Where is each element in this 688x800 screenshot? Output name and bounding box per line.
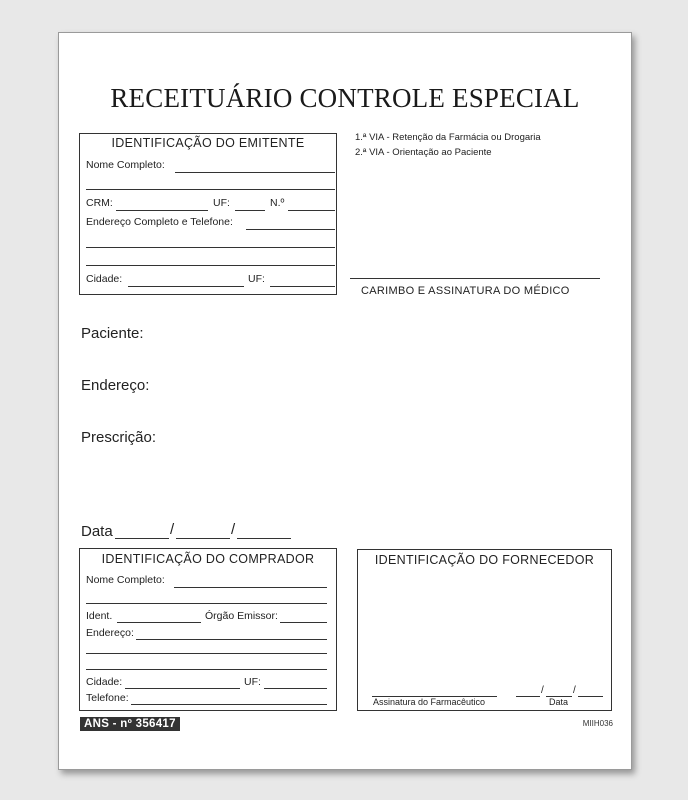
fornecedor-box [357, 549, 612, 711]
comprador-endereco-label: Endereço: [86, 627, 134, 639]
emitente-uf-line[interactable] [235, 210, 265, 211]
comprador-telefone-line[interactable] [131, 704, 327, 705]
form-code: MIIH036 [582, 719, 613, 728]
emitente-box [79, 133, 337, 295]
data-month-line[interactable] [176, 538, 230, 539]
form-title: RECEITUÁRIO CONTROLE ESPECIAL [110, 83, 580, 113]
comprador-orgao-label: Órgão Emissor: [205, 610, 278, 622]
data-separator-2: / [231, 521, 236, 538]
fornecedor-assinatura-label: Assinatura do Farmacêutico [373, 697, 486, 707]
data-year-line[interactable] [237, 538, 291, 539]
data-label: Data [81, 523, 113, 540]
prescription-form [58, 32, 632, 770]
comprador-nome-line-2[interactable] [86, 603, 327, 604]
emitente-nome-line-2[interactable] [86, 189, 335, 190]
comprador-nome-label: Nome Completo: [86, 574, 165, 586]
comprador-endereco-line-3[interactable] [86, 669, 327, 670]
emitente-nome-label: Nome Completo: [86, 159, 165, 171]
ans-badge: ANS - nº 356417 [80, 717, 180, 731]
comprador-box [79, 548, 337, 711]
comprador-endereco-line-2[interactable] [86, 653, 327, 654]
paciente-label: Paciente: [81, 325, 144, 342]
carimbo-signature-line[interactable] [350, 278, 600, 279]
emitente-cidade-label: Cidade: [86, 273, 123, 285]
comprador-uf-label: UF: [244, 676, 261, 688]
emitente-endereco-line-3[interactable] [86, 265, 335, 266]
comprador-ident-line[interactable] [117, 622, 201, 623]
emitente-endereco-label: Endereço Completo e Telefone: [86, 216, 233, 228]
comprador-telefone-label: Telefone: [86, 692, 129, 704]
fornecedor-data-sep-1: / [541, 685, 544, 696]
emitente-title: IDENTIFICAÇÃO DO EMITENTE [111, 136, 305, 150]
prescricao-label: Prescrição: [81, 429, 157, 446]
emitente-numero-line[interactable] [288, 210, 335, 211]
emitente-crm-label: CRM: [86, 197, 113, 209]
emitente-endereco-line-2[interactable] [86, 247, 335, 248]
comprador-nome-line[interactable] [174, 587, 327, 588]
data-day-line[interactable] [115, 538, 169, 539]
comprador-orgao-line[interactable] [280, 622, 327, 623]
emitente-uf2-line[interactable] [270, 286, 335, 287]
comprador-ident-label: Ident. [86, 610, 113, 622]
endereco-label: Endereço: [81, 377, 150, 394]
emitente-crm-line[interactable] [116, 210, 208, 211]
via-2: 2.ª VIA - Orientação ao Paciente [355, 147, 492, 158]
comprador-uf-line[interactable] [264, 688, 327, 689]
emitente-cidade-line[interactable] [128, 286, 244, 287]
comprador-title: IDENTIFICAÇÃO DO COMPRADOR [101, 552, 315, 566]
comprador-endereco-line[interactable] [136, 639, 327, 640]
comprador-cidade-line[interactable] [125, 688, 240, 689]
fornecedor-data-sep-2: / [573, 685, 576, 696]
data-separator-1: / [170, 521, 175, 538]
emitente-nome-line[interactable] [175, 172, 335, 173]
emitente-uf2-label: UF: [248, 273, 265, 285]
emitente-endereco-line[interactable] [246, 229, 335, 230]
via-1: 1.ª VIA - Retenção da Farmácia ou Drogaria [355, 132, 541, 143]
fornecedor-data-year-line[interactable] [578, 696, 603, 697]
fornecedor-data-day-line[interactable] [516, 696, 540, 697]
emitente-numero-label: N.º [270, 197, 285, 209]
comprador-cidade-label: Cidade: [86, 676, 123, 688]
fornecedor-data-label: Data [549, 697, 569, 707]
emitente-uf-label: UF: [213, 197, 230, 209]
carimbo-label: CARIMBO E ASSINATURA DO MÉDICO [361, 285, 570, 297]
fornecedor-title: IDENTIFICAÇÃO DO FORNECEDOR [374, 553, 595, 567]
